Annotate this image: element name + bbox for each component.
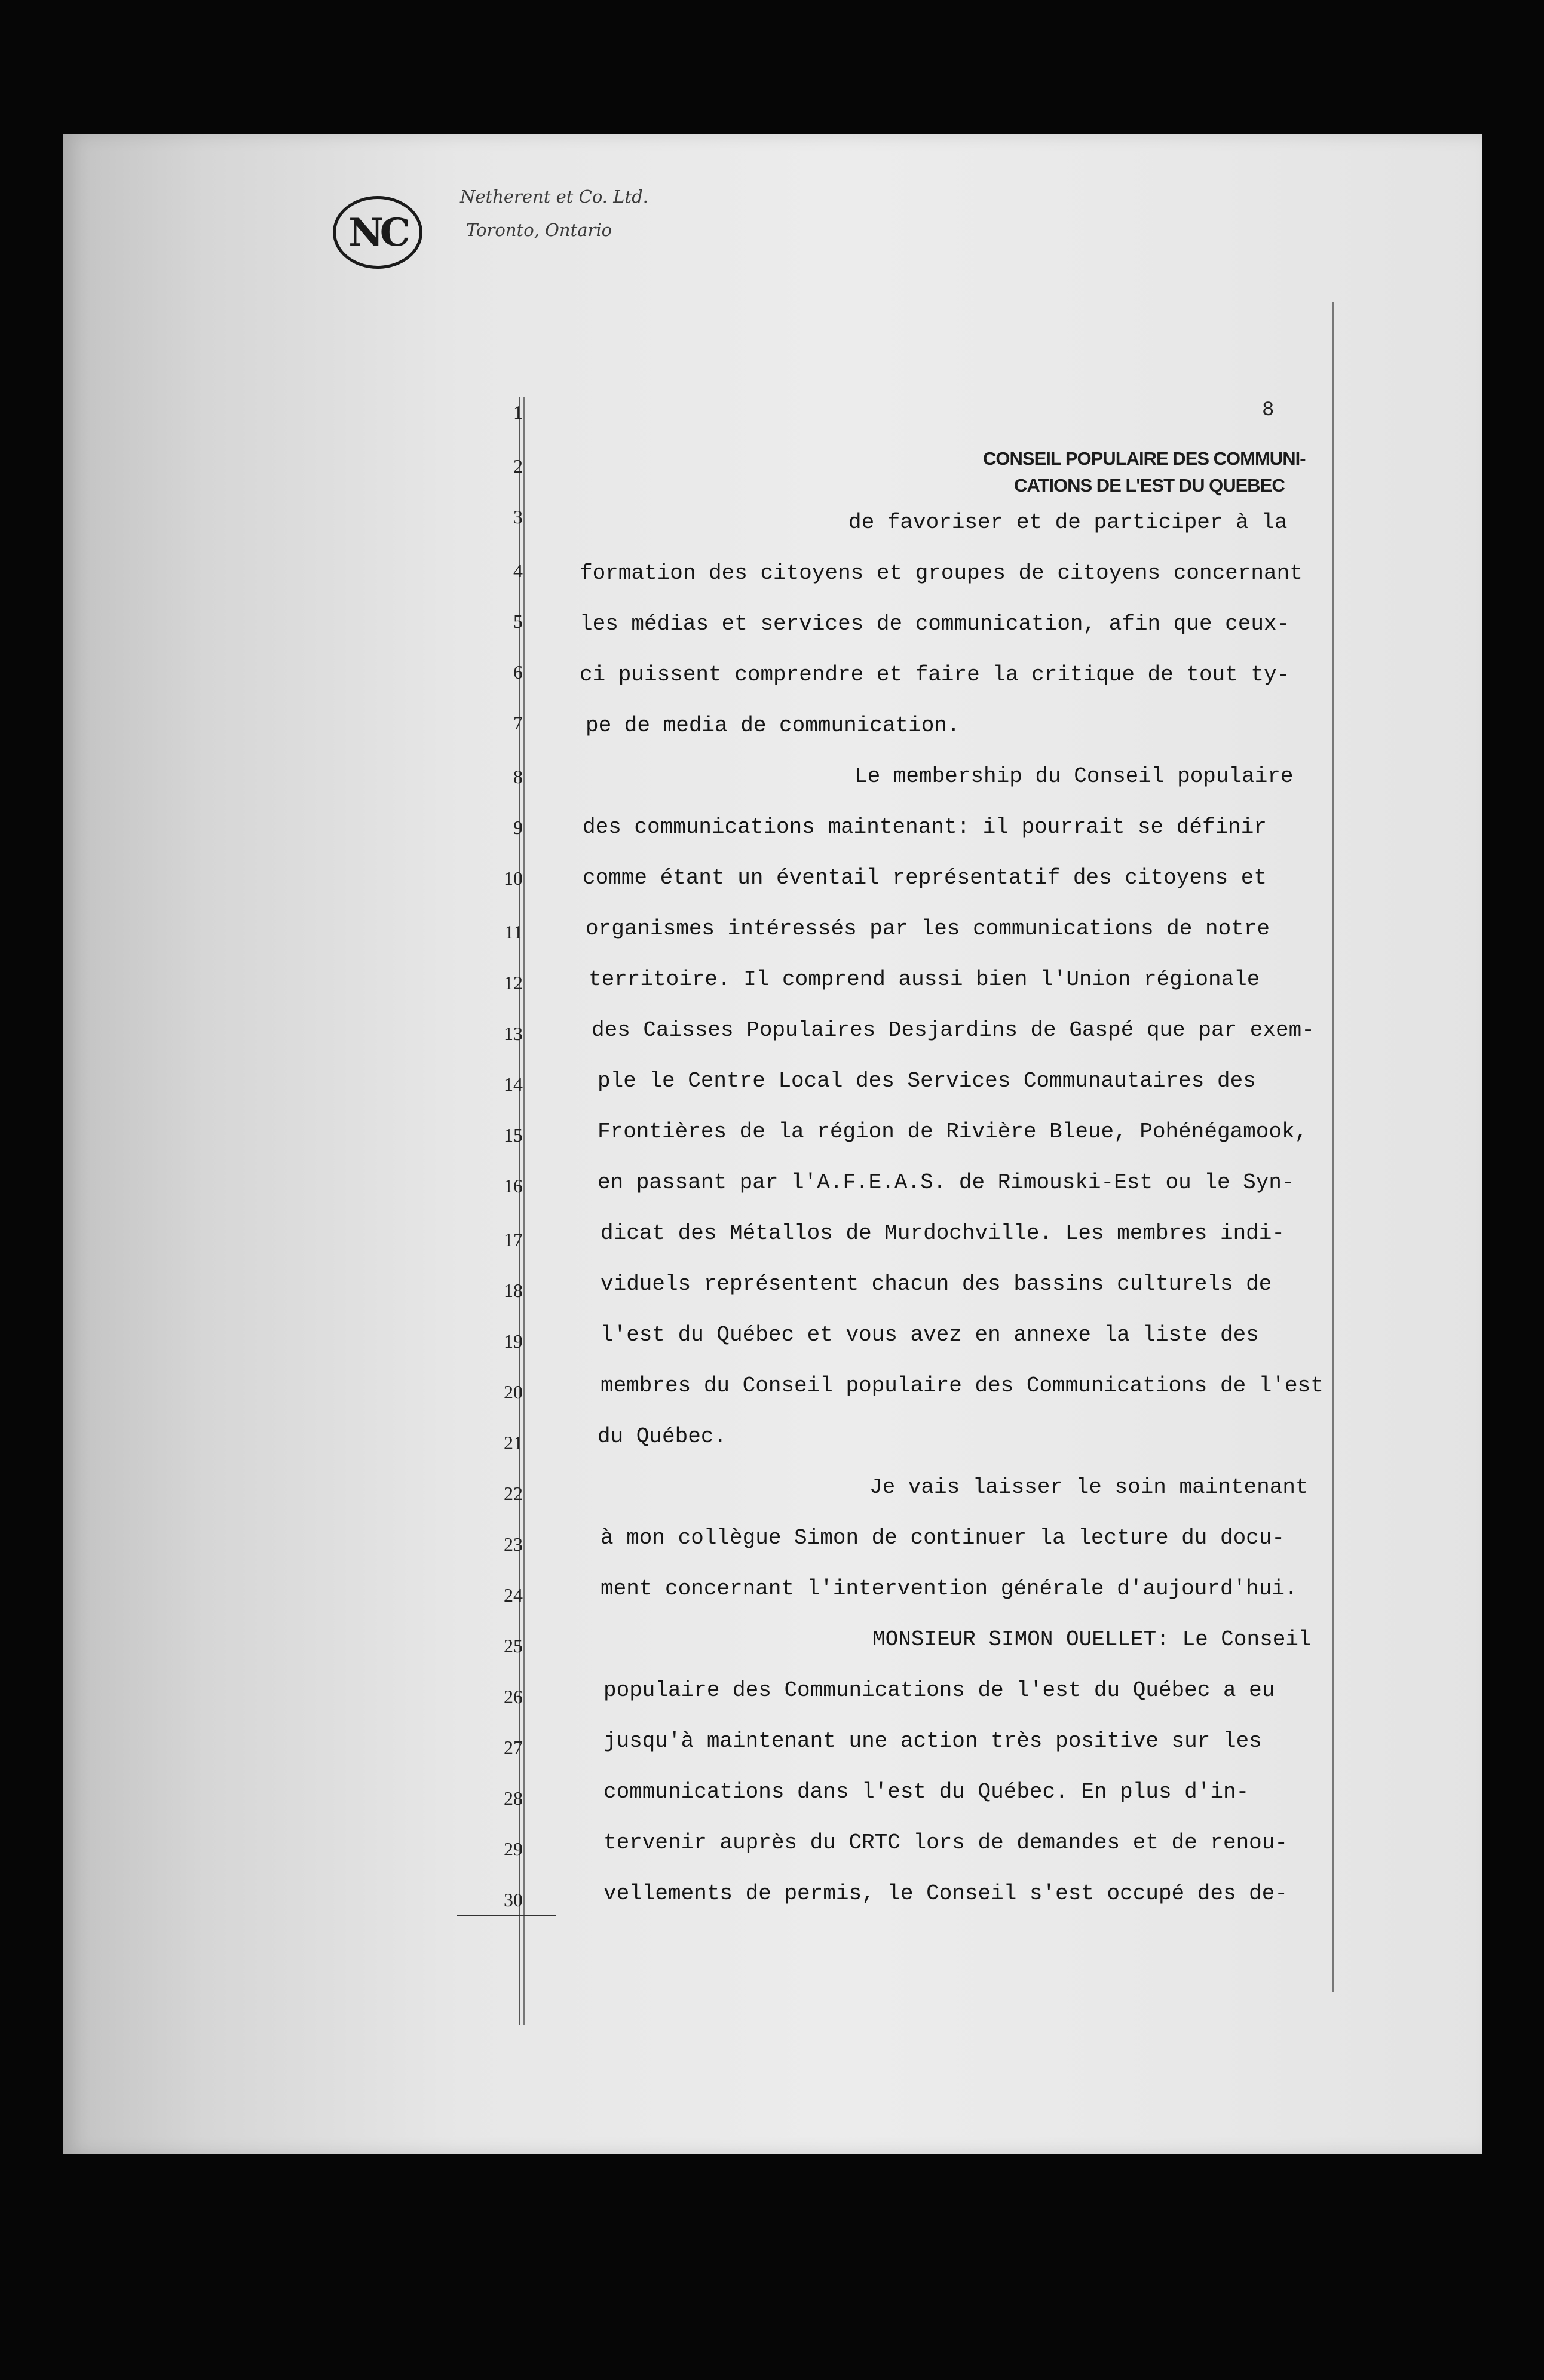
text-line-27: jusqu'à maintenant une action très positive sur les (603, 1729, 1262, 1753)
text-line-22: Je vais laisser le soin maintenant (869, 1475, 1309, 1499)
line-number-8: 8 (513, 766, 523, 787)
text-line-29: tervenir auprès du CRTC lors de demandes et de renou- (603, 1830, 1288, 1855)
line-number-9: 9 (513, 817, 523, 838)
firm-location: Toronto, Ontario (466, 220, 612, 240)
text-line-20: membres du Conseil populaire des Communications de l'est (601, 1373, 1324, 1398)
line-number-15: 15 (504, 1124, 523, 1146)
text-line-30: vellements de permis, le Conseil s'est occupé des de- (603, 1881, 1288, 1906)
line-number-24: 24 (504, 1584, 523, 1606)
text-line-17: dicat des Métallos de Murdochville. Les membres indi- (601, 1221, 1285, 1246)
text-line-25: MONSIEUR SIMON OUELLET: Le Conseil (872, 1627, 1312, 1652)
line-number-13: 13 (504, 1023, 523, 1044)
text-line-26: populaire des Communications de l'est du Québec a eu (603, 1678, 1275, 1703)
text-line-8: Le membership du Conseil populaire (854, 764, 1294, 789)
text-line-21: du Québec. (598, 1424, 727, 1449)
line-number-17: 17 (504, 1229, 523, 1250)
text-line-18: viduels représentent chacun des bassins culturels de (601, 1272, 1272, 1296)
text-line-3: de favoriser et de participer à la (848, 510, 1288, 535)
text-line-7: pe de media de communication. (586, 713, 960, 738)
line-number-19: 19 (504, 1330, 523, 1352)
text-line-19: l'est du Québec et vous avez en annexe la liste des (601, 1323, 1259, 1347)
text-line-16: en passant par l'A.F.E.A.S. de Rimouski-Est ou le Syn- (598, 1170, 1295, 1195)
line-number-5: 5 (513, 611, 523, 632)
text-line-12: territoire. Il comprend aussi bien l'Union régionale (589, 967, 1260, 992)
header-line-2: CATIONS DE L'EST DU QUEBEC (1014, 475, 1285, 496)
line-number-26: 26 (504, 1686, 523, 1707)
line-number-30: 30 (504, 1889, 523, 1910)
line-number-28: 28 (504, 1787, 523, 1809)
footer-rule (457, 1915, 556, 1916)
line-number-11: 11 (504, 921, 523, 943)
text-line-9: des communications maintenant: il pourrait se définir (583, 815, 1267, 839)
text-line-5: les médias et services de communication, afin que ceux- (580, 612, 1290, 636)
firm-name: Netherent et Co. Ltd. (460, 186, 648, 207)
text-line-6: ci puissent comprendre et faire la critique de tout ty- (580, 663, 1290, 687)
line-number-12: 12 (504, 972, 523, 993)
line-number-2: 2 (513, 455, 523, 477)
text-line-11: organismes intéressés par les communications de notre (586, 916, 1270, 941)
left-margin-rule (519, 397, 520, 2025)
right-margin-rule (1332, 302, 1334, 1992)
page-number: 8 (1262, 399, 1275, 422)
line-number-25: 25 (504, 1635, 523, 1657)
line-number-29: 29 (504, 1838, 523, 1860)
line-number-23: 23 (504, 1533, 523, 1555)
text-line-13: des Caisses Populaires Desjardins de Gaspé que par exem- (592, 1018, 1315, 1042)
line-number-7: 7 (513, 712, 523, 734)
line-number-21: 21 (504, 1432, 523, 1453)
line-number-10: 10 (504, 867, 523, 889)
line-number-18: 18 (504, 1280, 523, 1301)
text-line-10: comme étant un éventail représentatif des citoyens et (583, 866, 1267, 890)
line-number-27: 27 (504, 1737, 523, 1758)
header-line-1: CONSEIL POPULAIRE DES COMMUNI- (983, 448, 1306, 469)
line-number-22: 22 (504, 1483, 523, 1504)
text-line-24: ment concernant l'intervention générale d'aujourd'hui. (601, 1577, 1298, 1601)
left-margin-rule-inner (523, 397, 525, 2025)
line-number-3: 3 (513, 506, 523, 527)
line-number-6: 6 (513, 661, 523, 683)
line-number-1: 1 (513, 401, 523, 423)
logo-lettering: NC (348, 210, 407, 255)
line-number-20: 20 (504, 1381, 523, 1403)
nc-logo (333, 196, 422, 269)
text-line-28: communications dans l'est du Québec. En plus d'in- (603, 1780, 1249, 1804)
text-line-14: ple le Centre Local des Services Communautaires des (598, 1069, 1256, 1093)
line-number-14: 14 (504, 1074, 523, 1095)
text-line-15: Frontières de la région de Rivière Bleue, Pohénégamook, (598, 1120, 1308, 1144)
line-number-16: 16 (504, 1175, 523, 1197)
text-line-23: à mon collègue Simon de continuer la lecture du docu- (601, 1526, 1285, 1550)
text-line-4: formation des citoyens et groupes de citoyens concernant (580, 561, 1303, 585)
line-number-4: 4 (513, 560, 523, 581)
